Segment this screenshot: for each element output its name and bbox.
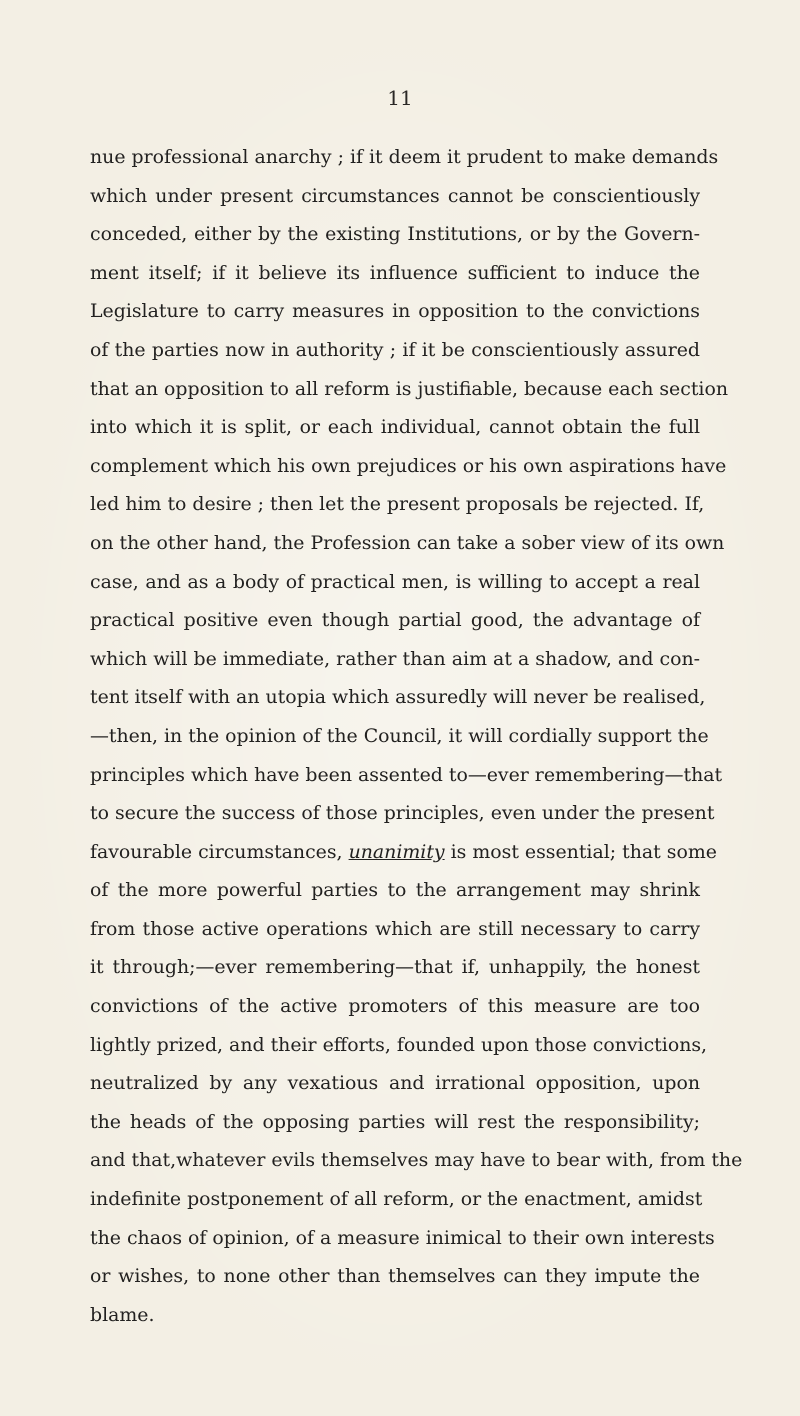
text-line: tent itself with an utopia which assuredly will never be realised, <box>90 686 706 709</box>
text-line: conceded, either by the existing Institutions, or by the Govern- <box>90 223 700 246</box>
text-fragment: is most essential; that some <box>444 840 717 863</box>
text-line: indefinite postponement of all reform, or the enactment, amidst <box>90 1188 703 1211</box>
text-line: on the other hand, the Profession can take a sober view of its own <box>90 531 725 554</box>
text-line: and that,whatever evils themselves may have to bear with, from the <box>90 1149 743 1172</box>
text-line: —then, in the opinion of the Council, it will cordially support the <box>90 724 709 747</box>
text-line: nue professional anarchy ; if it deem it prudent to make demands <box>90 146 719 168</box>
text-fragment: favourable circumstances, <box>90 840 349 863</box>
text-line: blame. <box>90 1303 155 1326</box>
text-line: convictions of the active promoters of this measure are too <box>90 995 700 1018</box>
text-line: the chaos of opinion, of a measure inimical to their own interests <box>90 1226 715 1249</box>
text-line: lightly prized, and their efforts, founded upon those convictions, <box>90 1033 708 1056</box>
body-text <box>90 138 743 1334</box>
text-line: into which it is split, or each individual, cannot obtain the full <box>90 416 700 439</box>
text-line: it through;—ever remembering—that if, unhappily, the honest <box>90 956 700 979</box>
text-line: to secure the success of those principles, even under the present <box>90 802 715 825</box>
text-line: case, and as a body of practical men, is willing to accept a real <box>90 570 700 593</box>
text-line: from those active operations which are still necessary to carry <box>90 917 700 940</box>
text-line: complement which his own prejudices or his own aspirations have <box>90 454 727 477</box>
text-line: which will be immediate, rather than aim at a shadow, and con- <box>90 647 700 670</box>
text-line: of the parties now in authority ; if it be conscientiously assured <box>90 338 700 361</box>
text-line: Legislature to carry measures in opposition to the convictions <box>90 300 700 323</box>
text-line: the heads of the opposing parties will rest the responsibility; <box>90 1110 700 1133</box>
text-line-with-italic <box>90 833 717 872</box>
text-line: neutralized by any vexatious and irrational opposition, upon <box>90 1072 700 1095</box>
text-line: or wishes, to none other than themselves can they impute the <box>90 1265 700 1288</box>
text-line: that an opposition to all reform is justifiable, because each section <box>90 377 728 400</box>
text-line: principles which have been assented to—ever remembering—that <box>90 763 723 786</box>
text-line: practical positive even though partial good, the advantage of <box>90 609 700 632</box>
text-line: ment itself; if it believe its influence sufficient to induce the <box>90 261 700 284</box>
page-number: 11 <box>387 86 413 110</box>
text-line: which under present circumstances cannot be conscientiously <box>90 184 700 207</box>
text-line: led him to desire ; then let the present proposals be rejected. If, <box>90 493 705 516</box>
text-line: of the more powerful parties to the arrangement may shrink <box>90 879 700 902</box>
italic-emphasis: unanimity <box>348 840 445 863</box>
